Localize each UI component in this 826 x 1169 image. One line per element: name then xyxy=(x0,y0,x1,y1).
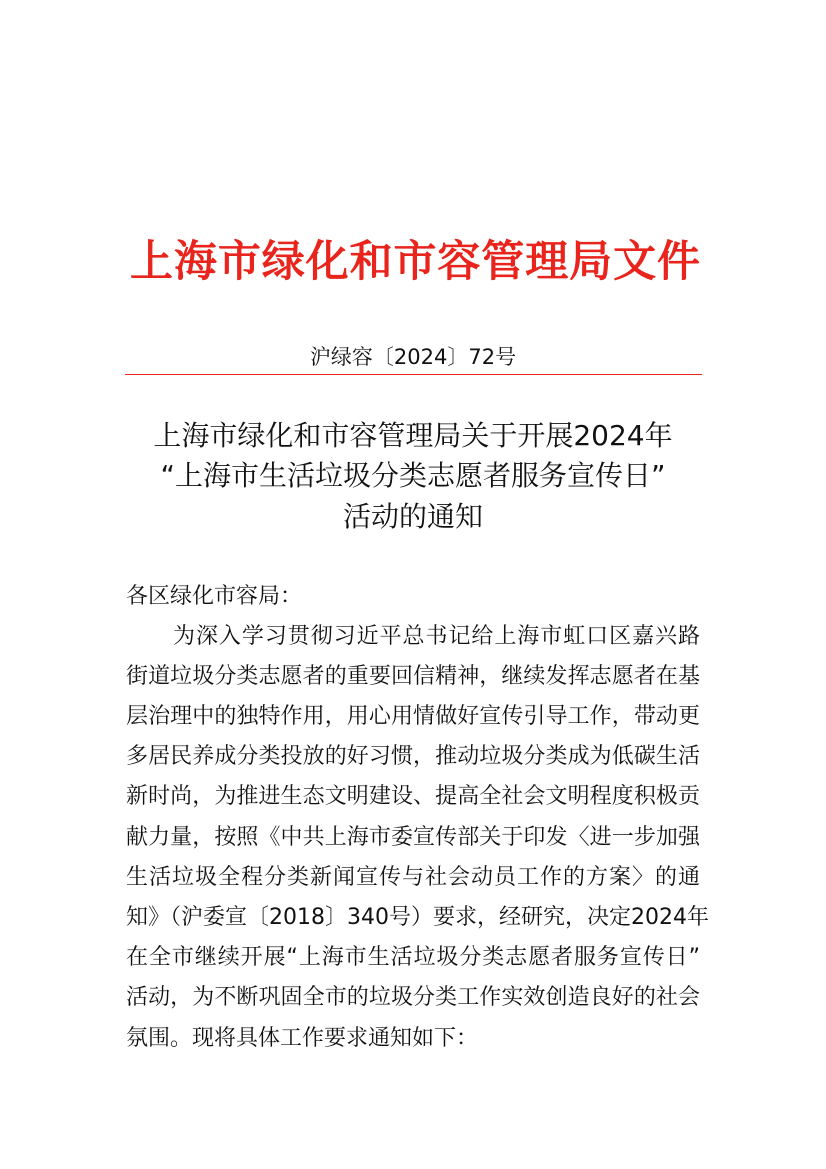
body-line: 街道垃圾分类志愿者的重要回信精神，继续发挥志愿者在基 xyxy=(126,664,700,689)
body-line: 新时尚，为推进生态文明建设、提高全社会文明程度积极贡 xyxy=(126,784,700,809)
body-line: 在全市继续开展“上海市生活垃圾分类志愿者服务宣传日” xyxy=(126,945,700,970)
body-line: 知》（沪委宣〔2018〕340号）要求，经研究，决定2024年 xyxy=(126,905,709,930)
body-line: 多居民养成分类投放的好习惯，推动垃圾分类成为低碳生活 xyxy=(126,744,700,769)
heading-line: “上海市生活垃圾分类志愿者服务宣传日” xyxy=(160,459,666,492)
document-number: 沪绿容〔2024〕72号 xyxy=(309,345,517,369)
body-line: 为深入学习贯彻习近平总书记给上海市虹口区嘉兴路 xyxy=(173,624,700,649)
body-line: 层治理中的独特作用，用心用情做好宣传引导工作，带动更 xyxy=(126,704,700,729)
heading-line: 活动的通知 xyxy=(342,500,483,533)
issuer-title: 上海市绿化和市容管理局文件 xyxy=(130,237,700,287)
body-line: 活动，为不断巩固全市的垃圾分类工作实效创造良好的社会 xyxy=(126,985,700,1010)
body-line: 氛围。现将具体工作要求通知如下： xyxy=(126,1026,479,1051)
red-divider xyxy=(125,374,702,375)
salutation: 各区绿化市容局： xyxy=(126,584,303,609)
heading-line: 上海市绿化和市容管理局关于开展2024年 xyxy=(153,419,673,452)
body-line: 生活垃圾全程分类新闻宣传与社会动员工作的方案〉的通 xyxy=(126,865,700,890)
body-line: 献力量，按照《中共上海市委宣传部关于印发〈进一步加强 xyxy=(126,825,700,850)
